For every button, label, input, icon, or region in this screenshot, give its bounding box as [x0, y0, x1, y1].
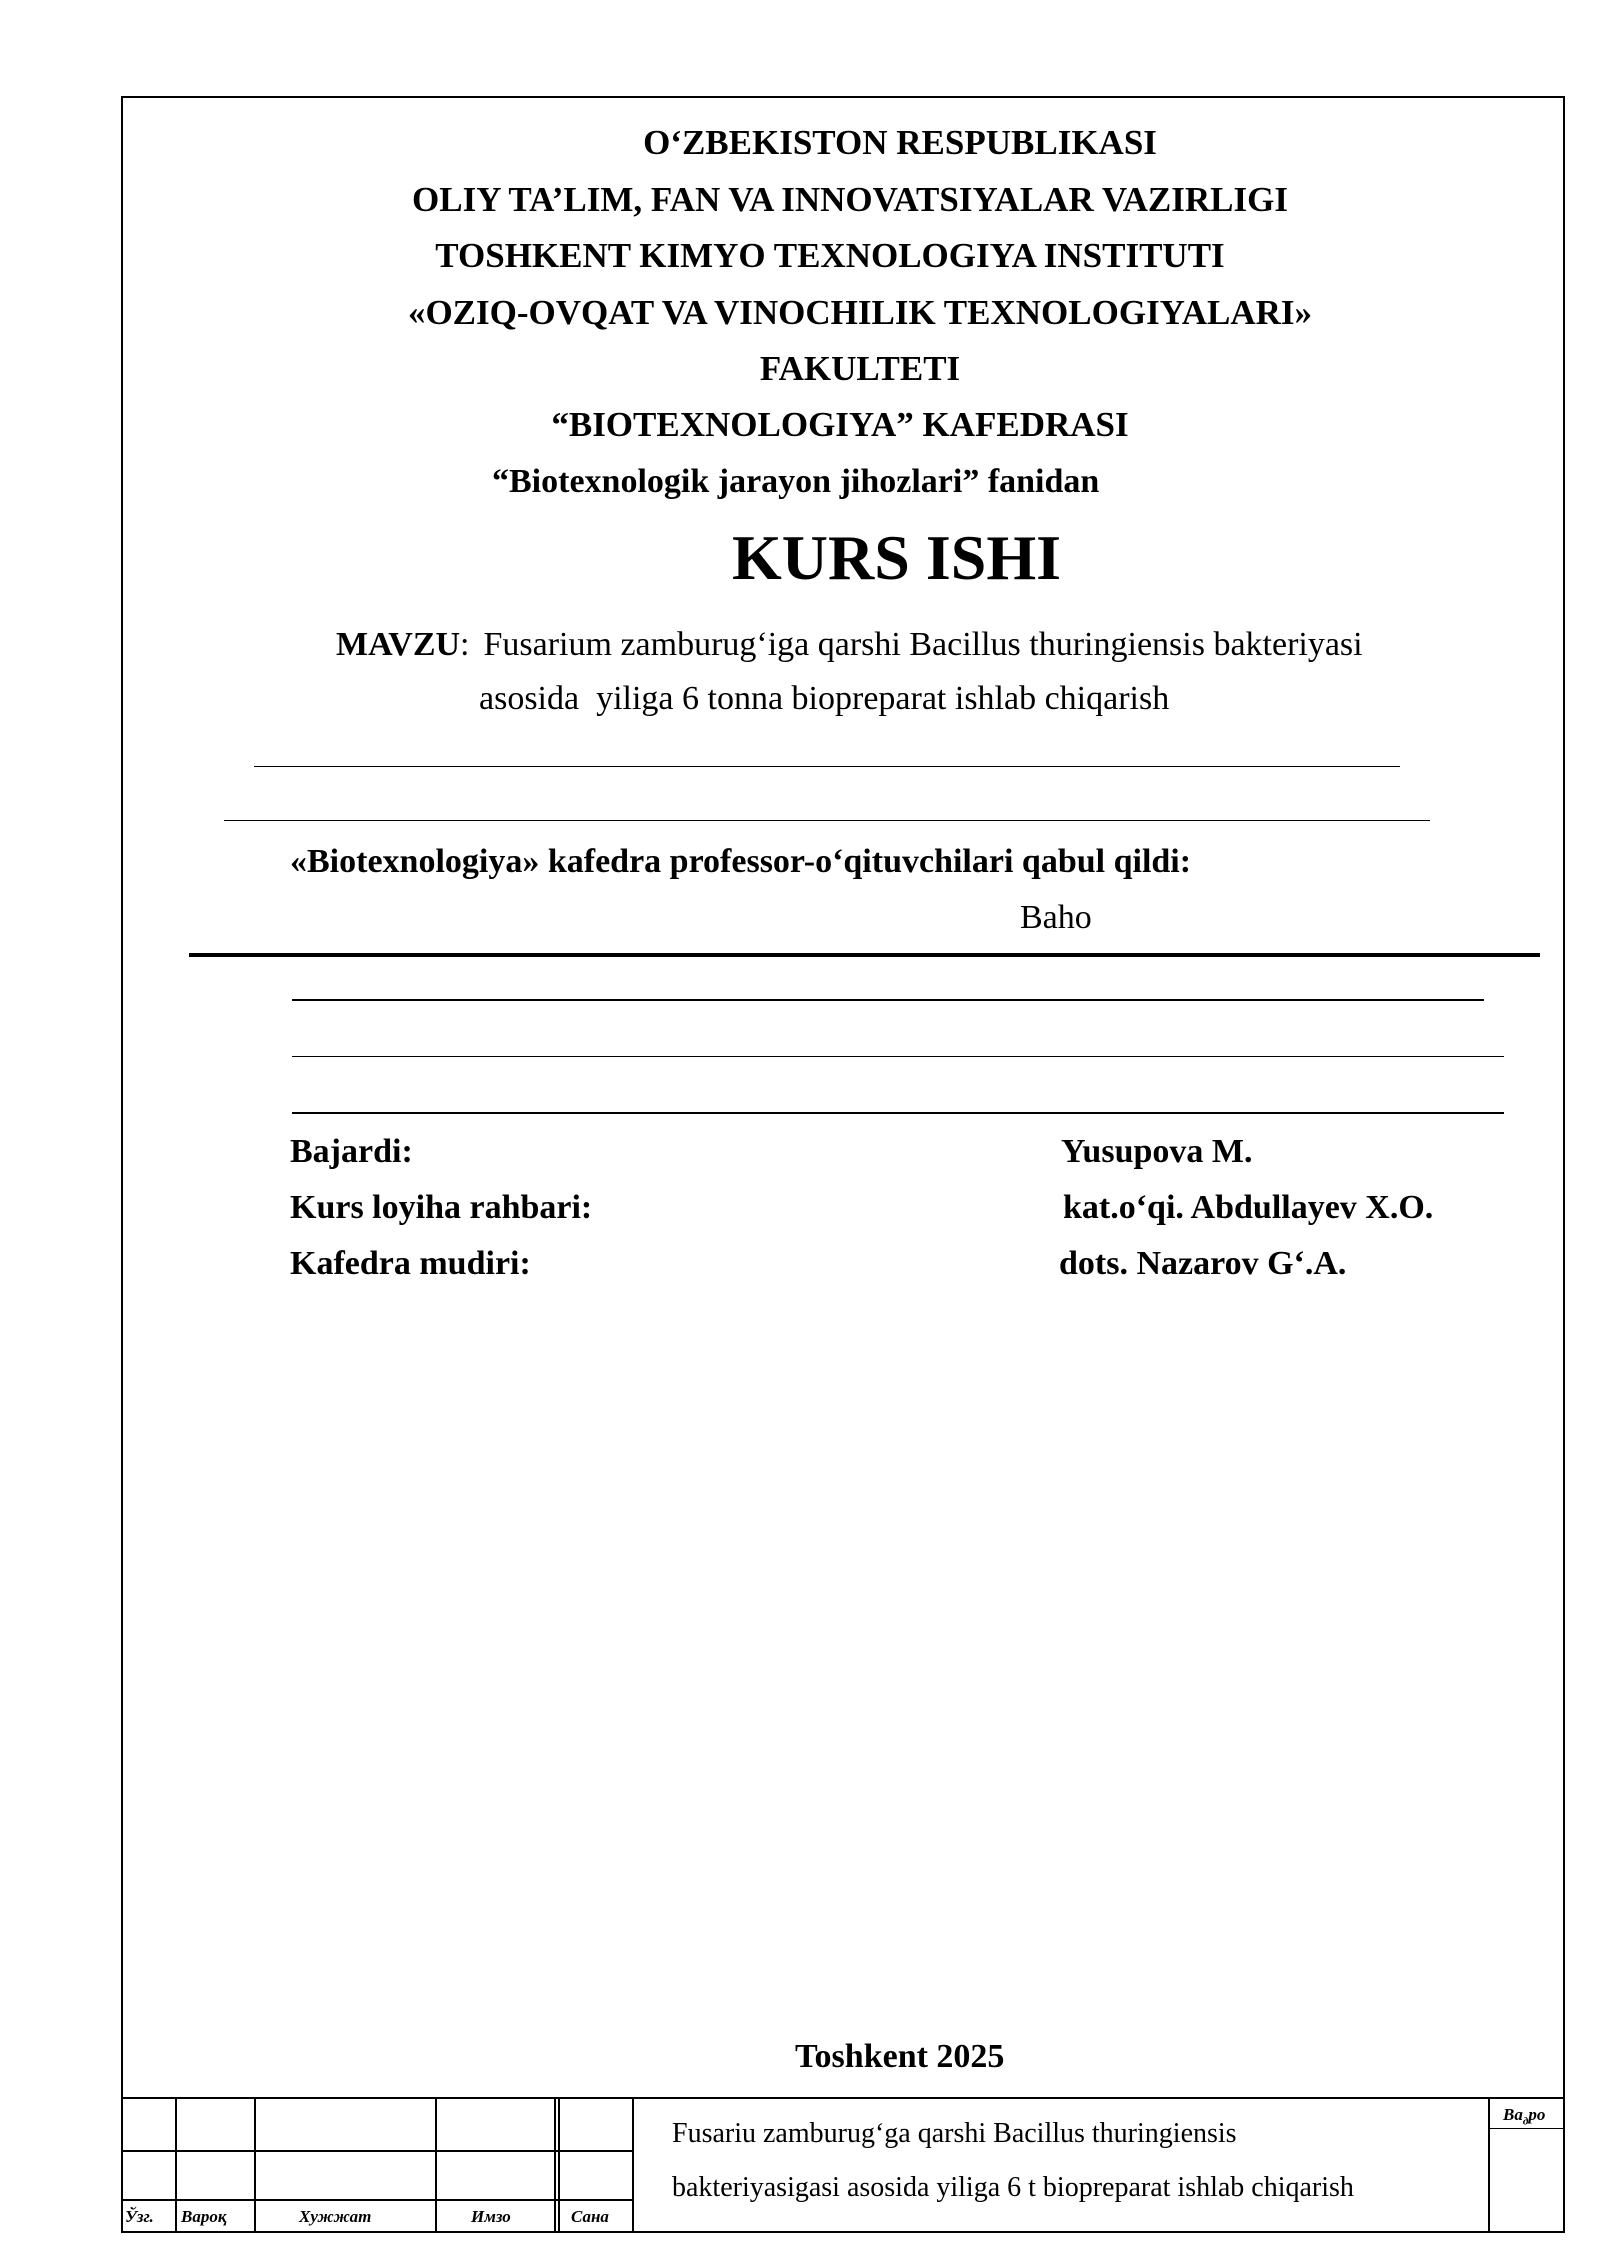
- accepted-text: «Biotexnologiya» kafedra professor-o‘qituvchilari qabul qildi:: [290, 843, 1192, 880]
- grade-line-1: [292, 999, 1484, 1001]
- topic-line-1: [336, 624, 1363, 666]
- stamp-col-date: Сана: [571, 2207, 609, 2226]
- stamp-divider: [175, 2099, 177, 2233]
- grade-label: Baho: [1020, 899, 1092, 936]
- subject-line: “Biotexnologik jarayon jihozlari” fanidan: [492, 463, 1100, 500]
- stamp-col-sheet: Варoқ: [181, 2207, 227, 2226]
- city-year: Toshkent 2025: [795, 2038, 1005, 2075]
- topic-colon: :: [460, 626, 470, 663]
- blank-line-2: [224, 820, 1430, 821]
- signature-name-supervisor: kat.o‘qi. Abdullayev X.O.: [1063, 1189, 1434, 1226]
- stamp-divider: [254, 2099, 256, 2233]
- stamp-sheet-label: $Ва_дро$: [1503, 2105, 1546, 2128]
- stamp-divider: [435, 2099, 437, 2233]
- signature-role-performer: Bajardi:: [290, 1133, 413, 1170]
- header-line-department: “BIOTEXNOLOGIYA” KAFEDRASI: [551, 405, 1129, 444]
- grade-line-3: [292, 1112, 1504, 1114]
- signature-name-head: dots. Nazarov G‘.A.: [1059, 1245, 1347, 1282]
- stamp-divider: [1488, 2128, 1565, 2129]
- header-line-republic: O‘ZBEKISTON RESPUBLIKASI: [643, 123, 1157, 162]
- title-block-stamp: [121, 2097, 1565, 2235]
- stamp-col-document: Хужжат: [299, 2207, 372, 2226]
- signature-role-head: Kafedra mudiri:: [290, 1245, 531, 1282]
- topic-text-2: asosida yiliga 6 tonna biopreparat ishlab chiqarish: [479, 680, 1170, 717]
- grade-line-2: [292, 1056, 1504, 1057]
- blank-line-1: [254, 766, 1400, 767]
- stamp-divider: [632, 2099, 634, 2233]
- stamp-divider: [554, 2099, 556, 2233]
- header-line-institute: TOSHKENT KIMYO TEXNOLOGIYA INSTITUTI: [435, 236, 1225, 275]
- stamp-description-2: bakteriyasigasi asosida yiliga 6 t biopreparat ishlab chiqarish: [672, 2172, 1354, 2203]
- header-line-ministry: OLIY TA’LIM, FAN VA INNOVATSIYALAR VAZIRLIGI: [412, 180, 1288, 219]
- stamp-divider: [121, 2199, 633, 2201]
- header-line-faculty-name: «OZIQ-OVQAT VA VINOCHILIK TEXNOLOGIYALARI»: [407, 293, 1313, 332]
- stamp-col-signature: Имзо: [471, 2207, 511, 2226]
- grade-line-main: [189, 953, 1540, 957]
- stamp-divider: [1488, 2099, 1490, 2233]
- page-title: KURS ISHI: [732, 522, 1061, 593]
- header-line-faculty: FAKULTETI: [759, 349, 961, 388]
- stamp-divider: [121, 2150, 633, 2152]
- stamp-divider: [558, 2099, 560, 2233]
- stamp-description-1: Fusariu zamburug‘ga qarshi Bacillus thuringiensis: [672, 2118, 1237, 2149]
- topic-label: MAVZU: [336, 626, 461, 663]
- signature-role-supervisor: Kurs loyiha rahbari:: [290, 1189, 593, 1226]
- stamp-col-change: Ўзг.: [125, 2207, 154, 2226]
- topic-text-1: Fusarium zamburug‘iga qarshi Bacillus thuringiensis bakteriyasi: [483, 626, 1363, 663]
- signature-name-performer: Yusupova M.: [1061, 1133, 1253, 1170]
